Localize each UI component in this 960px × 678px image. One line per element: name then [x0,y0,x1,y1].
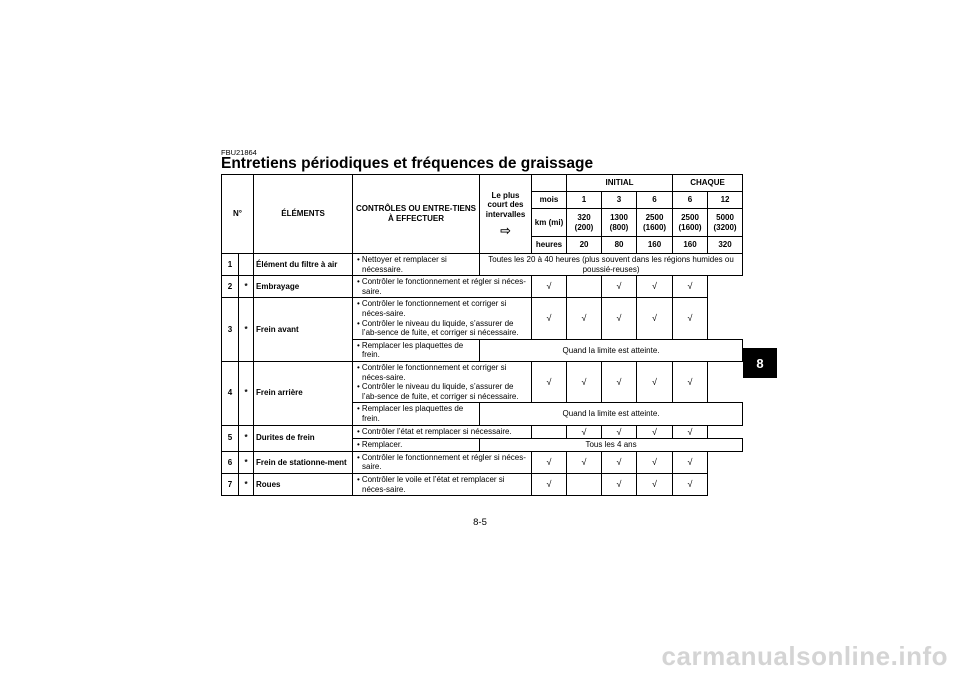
header-shortest-interval [480,175,532,254]
item-actions [353,339,480,361]
item-element: Frein avant [254,298,353,362]
unit-label: mois [532,192,567,209]
section-tab: 8 [743,348,777,378]
unit-value: 160 [673,237,708,254]
action-list [355,299,529,337]
table-row [222,361,743,402]
action-item: • Remplacer. [355,440,477,450]
check-cell: √ [637,425,673,439]
unit-value: 1 [567,192,602,209]
check-cell: √ [637,298,673,339]
item-actions [353,474,532,496]
check-cell: √ [637,361,673,402]
action-list [355,475,529,494]
action-item: • Contrôler le fonctionnement et régler si néces-saire. [355,453,529,472]
item-actions [353,361,532,402]
check-cell: √ [532,474,567,496]
action-list [355,453,529,472]
action-item: • Contrôler le niveau du liquide, s’assurer de l’ab-sence de fuite, et corriger si nécessaire. [355,319,529,338]
check-cell: √ [637,276,673,298]
check-cell: √ [567,298,602,339]
item-element: Embrayage [254,276,353,298]
check-cell: √ [567,451,602,473]
item-star: * [239,425,254,451]
check-cell: √ [602,474,637,496]
check-cell: √ [673,474,708,496]
check-cell: √ [673,276,708,298]
table-row [222,425,743,439]
item-star: * [239,276,254,298]
unit-value: 160 [637,237,673,254]
action-item: • Contrôler le niveau du liquide, s’assurer de l’ab-sence de fuite, et corriger si nécessaire. [355,382,529,401]
header-no: N° [222,175,254,254]
check-cell: √ [532,276,567,298]
item-element: Roues [254,474,353,496]
unit-value: 320 [708,237,743,254]
check-cell: √ [673,361,708,402]
check-cell: √ [532,298,567,339]
item-number: 7 [222,474,239,496]
action-item: • Contrôler le fonctionnement et corriger si néces-saire. [355,299,529,318]
item-number: 5 [222,425,239,451]
action-item: • Remplacer les plaquettes de frein. [355,341,477,360]
item-element: Élément du filtre à air [254,254,353,276]
interval-note: Quand la limite est atteinte. [480,339,743,361]
item-number: 3 [222,298,239,362]
interval-note: Tous les 4 ans [480,439,743,452]
unit-label: km (mi) [532,209,567,237]
item-actions [353,425,532,439]
check-cell: √ [673,425,708,439]
check-cell: √ [602,425,637,439]
table-row [222,276,743,298]
action-list [355,363,529,401]
unit-value: 20 [567,237,602,254]
action-list [355,341,477,360]
header-elements: ÉLÉMENTS [254,175,353,254]
check-cell: √ [567,425,602,439]
unit-value: 6 [673,192,708,209]
check-cell: √ [532,451,567,473]
watermark: carmanualsonline.info [661,641,948,671]
item-star: * [239,361,254,425]
page-title: Entretiens périodiques et fréquences de graissage [221,155,594,172]
unit-value: 2500 (1600) [637,209,673,237]
check-cell: √ [567,361,602,402]
action-list [355,277,529,296]
page-number: 8-5 [473,517,487,528]
check-cell: √ [602,298,637,339]
action-item: • Contrôler le fonctionnement et régler si néces-saire. [355,277,529,296]
check-cell [532,425,567,439]
item-actions [353,276,532,298]
item-actions [353,451,532,473]
item-element: Frein de stationne-ment [254,451,353,473]
action-item: • Contrôler le fonctionnement et corriger si néces-saire. [355,363,529,382]
doc-code: FBU21864 [221,148,257,157]
unit-value: 12 [708,192,743,209]
unit-value: 2500 (1600) [673,209,708,237]
action-list [355,404,477,423]
item-number: 4 [222,361,239,425]
header-controls: CONTRÔLES OU ENTRE-TIENS À EFFECTUER [353,175,480,254]
header-every: CHAQUE [673,175,743,192]
check-cell: √ [602,361,637,402]
item-number: 6 [222,451,239,473]
table-row [222,298,743,339]
action-list [355,255,477,274]
action-item: • Contrôler le voile et l’état et remplacer si néces-saire. [355,475,529,494]
check-cell: √ [673,298,708,339]
unit-label: heures [532,237,567,254]
table-row [222,254,743,276]
action-item: • Remplacer les plaquettes de frein. [355,404,477,423]
item-star [239,254,254,276]
unit-value: 5000 (3200) [708,209,743,237]
check-cell: √ [532,361,567,402]
item-actions [353,298,532,339]
check-cell [567,276,602,298]
item-star: * [239,298,254,362]
action-item: • Nettoyer et remplacer si nécessaire. [355,255,477,274]
check-cell: √ [602,451,637,473]
check-cell: √ [637,451,673,473]
action-list [355,427,529,437]
check-cell: √ [602,276,637,298]
item-number: 1 [222,254,239,276]
item-element: Durites de frein [254,425,353,451]
check-cell [567,474,602,496]
header-blank [532,175,567,192]
unit-value: 320 (200) [567,209,602,237]
table-row [222,451,743,473]
item-actions [353,254,480,276]
action-item: • Contrôler l’état et remplacer si nécessaire. [355,427,529,437]
item-element: Frein arrière [254,361,353,425]
unit-value: 3 [602,192,637,209]
unit-value: 1300 (800) [602,209,637,237]
unit-value: 80 [602,237,637,254]
action-list [355,440,477,450]
header-shortest-label: Le plus court des intervalles [485,190,526,219]
item-actions [353,439,480,452]
maintenance-table [221,174,743,496]
item-star: * [239,451,254,473]
item-star: * [239,474,254,496]
item-number: 2 [222,276,239,298]
unit-value: 6 [637,192,673,209]
header-initial: INITIAL [567,175,673,192]
table-row [222,474,743,496]
check-cell: √ [637,474,673,496]
arrow-right-icon: ⇨ [500,223,511,239]
interval-note: Toutes les 20 à 40 heures (plus souvent dans les régions humides ou poussié-reuses) [480,254,743,276]
check-cell: √ [673,451,708,473]
item-actions [353,403,480,425]
interval-note: Quand la limite est atteinte. [480,403,743,425]
